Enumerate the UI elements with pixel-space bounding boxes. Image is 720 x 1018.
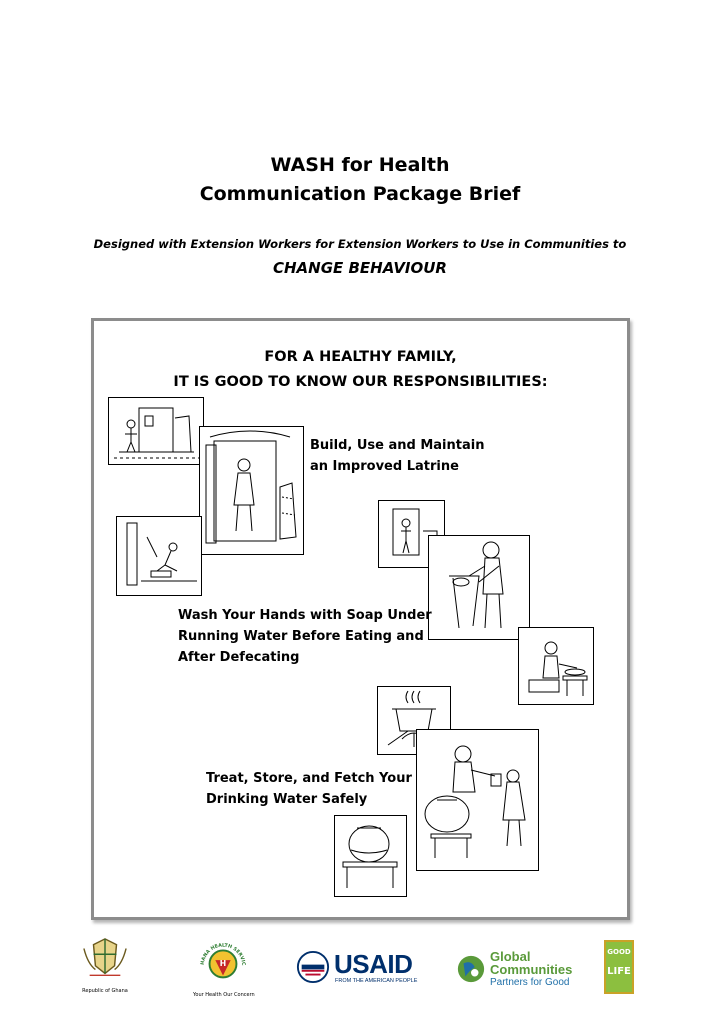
handwashing-illustration bbox=[428, 535, 530, 640]
globe-icon bbox=[456, 954, 486, 984]
ghana-health-service-logo bbox=[193, 937, 255, 998]
panel-heading-line-1: FOR A HEALTHY FAMILY, bbox=[264, 349, 457, 365]
responsibility-water bbox=[206, 768, 412, 810]
responsibility-handwashing bbox=[178, 605, 432, 668]
water-text-line-1: Treat, Store, and Fetch Your bbox=[206, 771, 412, 786]
gc-line-2: Communities bbox=[490, 962, 573, 977]
svg-text:H: H bbox=[219, 958, 227, 968]
ghs-caption: Your Health Our Concern bbox=[193, 992, 255, 998]
gc-line-1: Global bbox=[490, 949, 531, 964]
latrine-door-illustration bbox=[199, 426, 304, 555]
water-text-line-2: Drinking Water Safely bbox=[206, 792, 368, 807]
water-storage-illustration bbox=[334, 815, 407, 897]
responsibilities-panel bbox=[91, 318, 630, 920]
ghana-caption: Republic of Ghana bbox=[82, 988, 128, 994]
usaid-seal-icon bbox=[296, 950, 330, 984]
subtitle-line-1: Designed with Extension Workers for Extension Workers to Use in Communities to bbox=[93, 237, 627, 251]
ghana-coat-of-arms-logo bbox=[79, 937, 131, 993]
fetching-water-illustration bbox=[416, 729, 539, 871]
responsibility-latrine bbox=[310, 435, 484, 477]
subtitle-line-2: CHANGE BEHAVIOUR bbox=[272, 259, 447, 277]
ghs-arc-text: HANA HEALTH SERVIC bbox=[200, 943, 246, 966]
good-life-logo bbox=[604, 940, 634, 994]
global-communities-logo bbox=[456, 950, 580, 992]
handwashing-text-line-1: Wash Your Hands with Soap Under bbox=[178, 608, 432, 623]
latrine-squat-illustration bbox=[116, 516, 202, 596]
document-title bbox=[0, 151, 720, 209]
goodlife-line-1: GOOD bbox=[607, 948, 631, 956]
latrine-outside-illustration bbox=[108, 397, 204, 465]
goodlife-line-2: LIFE bbox=[607, 966, 631, 977]
usaid-logo bbox=[296, 950, 420, 990]
title-line-1: WASH for Health bbox=[270, 154, 450, 176]
handwashing-text-line-3: After Defecating bbox=[178, 650, 300, 665]
latrine-text-line-1: Build, Use and Maintain bbox=[310, 438, 485, 453]
coat-of-arms-icon bbox=[79, 937, 131, 983]
eating-illustration bbox=[518, 627, 594, 705]
latrine-text-line-2: an Improved Latrine bbox=[310, 459, 459, 474]
usaid-name: USAID bbox=[334, 949, 413, 979]
panel-heading bbox=[94, 345, 627, 395]
gc-line-3: Partners for Good bbox=[490, 977, 570, 988]
handwashing-text-line-2: Running Water Before Eating and bbox=[178, 629, 424, 644]
title-line-2: Communication Package Brief bbox=[199, 183, 521, 205]
ghs-emblem-icon bbox=[193, 937, 253, 987]
usaid-tagline: FROM THE AMERICAN PEOPLE bbox=[335, 978, 418, 984]
panel-heading-line-2: IT IS GOOD TO KNOW OUR RESPONSIBILITIES: bbox=[173, 374, 548, 390]
